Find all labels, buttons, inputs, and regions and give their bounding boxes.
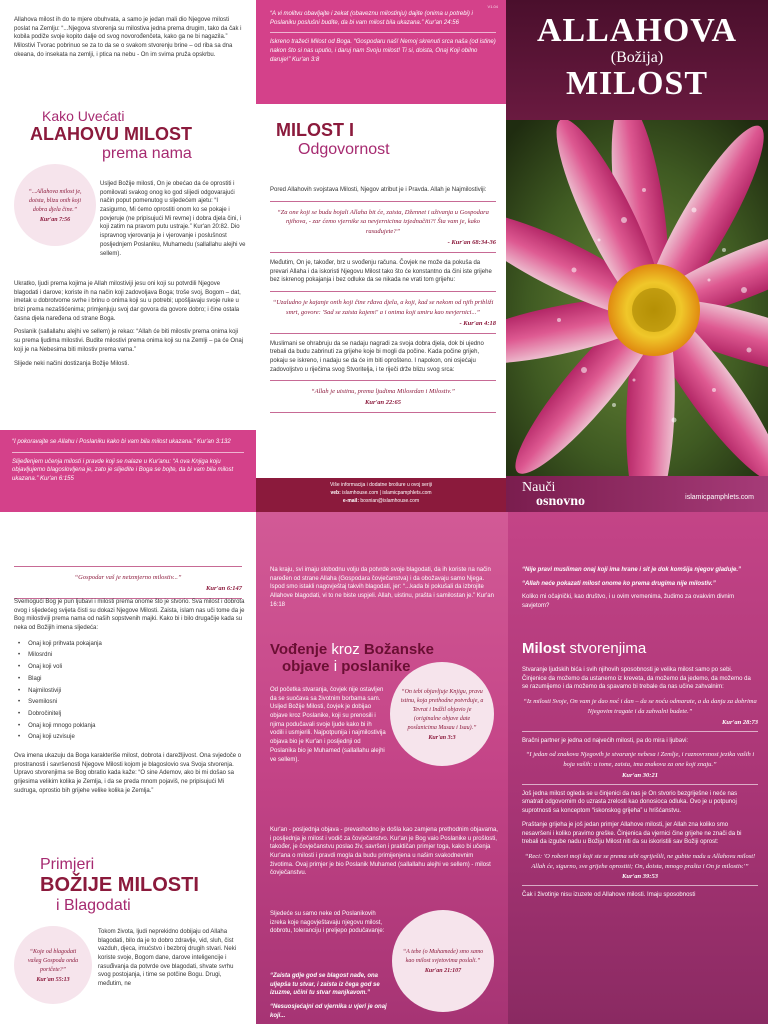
- intro-text: Allahova milost ih do te mjere obuhvata, a samo je jedan mali dio Njegove milosti poslat na Zemlju: “...Njegova stvorenja su milostiva jedna prema drugim, tako da čak i kobila podiže svoje kopito dalje od svog novorođenčeta, kako ga ne bi nagazila.” Milostivi Tvorac pobrinuo se za to da se o svakom stvorenju brine – od riba sa dna okeana, do insekata na zemlji, i ptica na nebu - On im svima pruža opskrbu.: [14, 17, 242, 58]
- highlight-band: [0, 430, 256, 512]
- body-text-3: Kur'an - posljednja objava - prevashodno je došla kao zamjena prethodnim objavama, i posljednja je milost i vodič za čovječanstvo. Kur'an je Bog vaio Poslanike u prošlosti, također, je čovječanstvu poslao živ, savršen i praktičan primjer toga, kako bi učenja Kur'ana o milosti i pravdi mogla da budu primijenjena u našim svakodnevnim životima. Ovaj primjer je bio Poslanik Muhamed (sallallahu alejhi ve sellem) - milost čovječanstvu.: [270, 827, 498, 877]
- body-text-1: Na kraju, svi imaju slobodnu volju da potvrde svoje blagodati, da ih koriste na način naređen od strane Allaha (Gospodara čovječanstva) i da obožavaju samo Njega. Ispod smo istakli nagovještaj takvih blagodati, jer: “...kada bi pokušali da izbrojite Allahove blagodati, vi to ne biste uspjeli. Allah, uistinu, prašta i samilostan je.” Kur'an 16:18: [270, 567, 494, 608]
- quote-rule-bottom: [270, 412, 496, 413]
- verse-quote: “Gospodar vaš je neizmjerno milostiv...”: [74, 574, 182, 581]
- top-band: [256, 0, 506, 104]
- section-title-line3: i Blagodati: [56, 897, 131, 914]
- hadith-bullet-1: “Nije pravi musliman onaj koji ima hrane i sit je dok komšija njegov gladuje.”: [522, 567, 742, 573]
- band-item-1: “A vi molitvu obavljajte i zekat (obaveznu milostinju) dajite (onima u potrebi) i Poslaniku poslušni budite, da bi vam milost bila ukazana.” Kur'an 24:56: [270, 11, 473, 26]
- body-text-1: Svemogući Bog je pun ljubavi i milosti prema onome što je stvorio. Sva milost i dobrota ovog i sljedećeg svijeta čisti su dokazi Njegove Milosti. Zaista, islam nas uči tome da je Bog milostiviji prema nama od naših sopstvenih majki. Kako bi i bilo drugačije kada su neka od Božijih imena sljedeća:: [14, 599, 245, 632]
- footer-email-link[interactable]: bosnian@islamhouse.com: [360, 498, 420, 504]
- section-title-line3: prema nama: [102, 145, 192, 162]
- quote-divider: [522, 731, 758, 732]
- quote-2-ref: Kur'an 30:21: [622, 771, 658, 779]
- body-text-1: Usljed Božije milosti, On je obećao da će oprostiti i pomilovati svakog onog ko god slijedi odgovarajući način poput pomenutog u sljedećem ajetu: “I zasigurno, Mi ćemo oprostiti onom ko se pokaje i povjeruje (ne pripisujući Mi revme) i dobra djela čini, i koji zatim na pravom putu ustraje.” Kur'an 20:82. Dio ispravnog vjerovanja je i vjerovanje i poslušnost posljednjem Poslaniku, Muhamedu (sallallahu alejhi ve sellem).: [100, 181, 246, 257]
- hadith-bullet-2: “Nesuosjećajni od vjernika u vjeri je onaj koji...: [270, 1004, 387, 1019]
- cover-title-line2: (Božija): [610, 49, 664, 66]
- quote-divider: [522, 885, 758, 886]
- quote-3: “Allah je uistinu, prema ljudima Milosrdan i Milostiv.”: [310, 388, 456, 396]
- title-word-6: poslanike: [341, 657, 411, 675]
- quote-1: “Za one koji se budu bojali Allaha bit će, zaista, Džennet i uživanja u Gospodara njihova, - zar ćemo vjernike sa nevjernicima izjednačiti?! Šta vam je, kako rasuđujete?”: [277, 208, 489, 236]
- section-title-line2: Odgovornost: [298, 141, 390, 158]
- list-item: • Blagi: [18, 674, 246, 686]
- quote-circle: [14, 926, 92, 1004]
- body-text-4: Još jedna milost ogleda se u činjenici da nas je On stvorio bezgriješne i neće nas smatrati odgovornim do uzrasta zrelosti kao donosioca odluka. Ovo je u potpunoj suprotnosti sa konceptom “iskonskog grijeha” u hrišćanstvu.: [522, 790, 738, 815]
- band-item-1: “I pokoravajte se Allahu i Poslaniku kako bi vam bila milost ukazana.” Kur'an 3:132: [12, 439, 231, 445]
- cover-footer-line1: Nauči: [522, 480, 556, 495]
- list-item: • Milosrdni: [18, 650, 246, 662]
- quote-rule-top: [270, 380, 496, 381]
- quote-rule-bottom: [270, 333, 496, 334]
- title-word-5: i: [333, 657, 338, 675]
- quote-circle-2: [392, 910, 494, 1012]
- version-label: V1.04: [487, 4, 498, 9]
- body-text-2: Ova imena ukazuju da Boga karakteriše milost, dobrota i darežljivost. Ona svjedoče o prostranosti i savršenosti Njegove Milosti kojom je blagoslovio sva Svoja stvorenja. Upravo stvorenjima se Bog obratio kada kaže: “O sine Ademov, ako bi mi došao sa grijesima velikim kolika je Zemlja, i da se preda mnom pojaviš, ne pripisujući Mi sudruga, oprostio bih grijehe velike kolika je Zemlja.”: [14, 752, 242, 794]
- names-list: [18, 639, 246, 744]
- quote-1-ref: - Kur'an 68:34-36: [447, 238, 496, 246]
- body-text-2: Međutim, On je, također, brz u svođenju računa. Čovjek ne može da pokuša da prevari Allaha i da iskoristi Njegovu Milost tako što će konstantno da čini iste grijehe bez iskrenog pokajanja i bez odluke da se nikada ne vrati tom grijehu:: [270, 259, 492, 284]
- cover-footer-line2: osnovno: [536, 494, 586, 509]
- section-title-line1: Primjeri: [40, 856, 95, 873]
- list-item: • Onaj koji mnogo poklanja: [18, 721, 246, 733]
- circle-quote-text: “Koje od blagodati vašeg Gospoda onda poričete?”: [27, 948, 79, 973]
- quote-rule-top: [14, 566, 242, 567]
- section-title-line2: ALAHOVU MILOST: [30, 124, 192, 144]
- body-text-4: Sljedeće su samo neke od Poslanikovih izreka koje nagovještavaju njegovu milost, dobrotu, toleranciju i preljepo podučavanje:: [270, 911, 385, 935]
- panel-creation: [508, 512, 768, 1024]
- list-item: • Dobročinitelj: [18, 709, 246, 721]
- flower-image: [506, 120, 768, 476]
- cover-title-line1: ALLAHOVA: [536, 12, 738, 49]
- body-text-4: Slijede neki načini dostizanja Božije Milosti.: [14, 360, 130, 367]
- circle-1-ref: Kur'an 3:3: [428, 734, 456, 741]
- body-text-1: Koliko mi očajnički, kao društvo, i u ovim vremenima, žudimo za ovakvim divnim savjetom?: [522, 594, 735, 610]
- band-item-2: Iskreno tražeći Milost od Boga. “Gospodaru naš! Nemoj skrenuti srca naša (od istine) nakon što si nas uputio, i daruj nam Svoju milost! Ti si, doista, Onaj Koji obilno daruje!” Kur'an 3:8: [270, 39, 496, 63]
- body-text-3: Muslimani se ohrabruju da se nadaju nagradi za svoja dobra djela, dok bi ujedno trebali da budu zabrinuti za grijehe koje bi mogli da počine. Kada počine grijeh, pokaju se iskreno, i nadaju se da će im biti oprošteno. I napokon, oni osjećaju zadovoljstvo u riječima svog Stvoritelja, i te riječi drže blizu svog srca:: [270, 340, 484, 373]
- quote-2-ref: - Kur'an 4:18: [459, 319, 496, 327]
- info-footer: [256, 478, 506, 512]
- quote-1: “Iz milosti Svoje, On vam je dao noć i dan – da se noću odmarate, a da danju za dobrima Njegovim tragate i da zahvalni budete.”: [523, 698, 757, 715]
- body-text-1: Pored Allahovih svojstava Milosti, Njegov atribut je i Pravda. Allah je Najmilostiviji:: [270, 187, 487, 193]
- verse-ref: Kur'an 6:147: [206, 584, 242, 592]
- list-item: • Onaj koji prihvata pokajanja: [18, 639, 246, 651]
- section-title-a: Milost: [522, 640, 566, 657]
- quote-circle: [14, 164, 96, 246]
- footer-web-label: veb:: [330, 490, 341, 496]
- body-text-2: Ukratko, ljudi prema kojima je Allah milostiviji jesu oni koji su potvrdili Njegove blagodati i darove; koriste ih na način koji zadovoljava Boga; troše svoj, Bogom – dat, imetak u dobrotvorne svrhe i brinu o onima koji su u potrebi; upošljavaju svoje ruke u brizi prema nezaštićenima; primjenjuju svoj dar govora da govore dobro; i čine ostala časna djela naređena od strane Boga.: [14, 281, 241, 322]
- body-text-2: Od početka stvaranja, čovjek nije ostavljen da se suočava sa životnim borbama sam. Usljed Božije Milosti, čovjek je dobijao objave kroz Poslanike, koji su prenosili i njima podučavali svoje ljude kako bi ih vodili i usmjerili. Najpotpunija i najmilostivija objava bio je Kur'an i posljednji od Poslanika bio je Muhamed (sallallahu alejhi ve sellem).: [270, 687, 386, 763]
- cover-footer: [506, 476, 768, 512]
- body-text-3: Bračni partner je jedna od najvećih milosti, pa do mira i ljubavi:: [522, 737, 689, 744]
- hadith-bullet-2: “Allah neće pokazati milost onome ko prema drugima nije milostiv.”: [522, 580, 716, 587]
- panel-cover: [506, 0, 768, 512]
- circle-quote-ref: Kur'an 55:13: [36, 976, 70, 983]
- list-item: • Onaj koji voli: [18, 662, 246, 674]
- list-item: • Onaj koji uzvisuje: [18, 732, 246, 744]
- band-divider: [270, 32, 496, 33]
- quote-rule-bottom: [270, 252, 496, 253]
- panel-intro-mercy: [0, 0, 256, 512]
- title-word-1: Vođenje: [270, 641, 328, 658]
- cover-title: [506, 0, 768, 120]
- list-item: • Najmilostiviji: [18, 686, 246, 698]
- circle-2-text: “A tebe (o Muhamede) smo samo kao milost svjetovima poslali.”: [402, 949, 484, 964]
- panel-responsibility: [256, 0, 506, 512]
- circle-2-ref: Kur'an 21:107: [424, 968, 462, 974]
- circle-quote-ref: Kur'an 7:56: [39, 216, 71, 223]
- footer-info-line: Više informacija i dodatne brošure u ovoj seriji: [330, 482, 432, 488]
- quote-2: “Uzaludno je kajanje onih koji čine rđava djela, a koji, kad se nekom od njih približi smrt, govore: 'Sad se zaista kajem!' a i onima koji umiru kao nevjernici...”: [272, 299, 494, 316]
- section-title-line2: BOŽIJE MILOSTI: [40, 874, 199, 896]
- section-title-line1: Kako Uvećati: [42, 108, 125, 124]
- circle-1-text: “On tebi objavljuje Knjigu, pravu istinu, koja prethodne potvrđuje, a Tevrat i Indžil objavio je (originalne objave date poslanicima Musau i Isau).”: [400, 688, 484, 731]
- quote-2: “I jedan od znakova Njegovih je stvaranje nebesa i Zemlje, i raznovrsnost jezika vaših i boja vaših: u tome, zaista, ima znakova za one koji znaju.”: [525, 751, 755, 768]
- body-text-3: Poslanik (sallallahu alejhi ve sellem) je rekao: “Allah će biti milostiv prema onima koji su prema ljudima milostivi. Budite milostivi prema onima koji su na Zemlji – pa će Onaj koji je na Nebesima biti milostiv prema vama.”: [14, 329, 244, 353]
- quote-1-ref: Kur'an 28:73: [722, 718, 758, 726]
- title-word-2: kroz: [331, 641, 360, 658]
- section-title-line1: MILOST I: [276, 120, 354, 140]
- panel-names-of-god: [0, 512, 256, 1024]
- body-text-5: Praštanje grijeha je još jedan primjer Allahove milosti, jer Allah zna koliko smo nesavršeni i koliko pravimo greške. Činjenica da vjernici čine grijehe ne znači da bi trebali da izgube nadu u Božiju Milost niti da su iskoristili sav Božiji oprost:: [522, 821, 742, 846]
- panel-guidance: [256, 512, 508, 1024]
- quote-divider: [522, 784, 758, 785]
- list-item: • Svemilosni: [18, 697, 246, 709]
- title-word-3: Božanske: [363, 641, 434, 658]
- band-divider: [12, 452, 244, 453]
- body-text-6: Čak i životinje nisu izuzete od Allahove milosti. Imaju sposobnosti: [522, 892, 696, 899]
- quote-3-ref: Kur'an 39:53: [622, 873, 658, 881]
- circle-quote-text: “...Allahova milost je, doista, blizu onih koji dobra djela čine.”: [28, 188, 82, 213]
- body-text-2: Stvaranje ljudskih bića i svih njihovih sposobnosti je velika milost samo po sebi. Činjenice da možemo da ustanemo iz kreveta, da možemo da jedemo, da možemo da se razumijemo i da možemo da spavamo bi trebale da nas učine zahvalnim:: [522, 667, 751, 691]
- body-text-3: Tokom života, ljudi neprekidno dobijaju od Allaha blagodati, bilo da je to dobro zdravlje, vid, sluh, čist vazduh, djeca, imućstvo i bezbroj drugih stvari. Neki koriste svoje, Bogom dane, darove inteligencije i rasuđivanja da potvrde ove blagodati, shvate svrhu svog postojanja, i time se potčine Bogu. Drugi, međutim, ne: [98, 929, 237, 988]
- quote-rule-top: [270, 201, 496, 202]
- quote-3-ref: Kur'an 22:65: [365, 399, 401, 406]
- footer-email-label: e-mail:: [342, 498, 359, 504]
- footer-web-link[interactable]: islamhouse.com | islamicpamphlets.com: [342, 490, 432, 496]
- quote-rule-top: [270, 291, 496, 292]
- band-item-2: Slijeđenjem učenja milosti i pravde koji se nalaze u Kur'anu: “A ova Knjiga koju objavljujemo blagoslovljena je, zato je slijedite i Boga se bojte, da bi vam bila milost ukazana.” Kur'an 6:155: [12, 458, 234, 483]
- cover-footer-site[interactable]: islamicpamphlets.com: [685, 494, 754, 501]
- quote-circle-1: [390, 662, 494, 766]
- cover-title-line3: MILOST: [565, 65, 709, 103]
- section-title-b: stvorenjima: [569, 640, 647, 657]
- quote-3: “Reci: 'O robovi moji koji ste se prema sebi ogriješili, ne gubite nadu u Allahovu milost! Allah će, sigurno, sve grijehe oprostiti; On, doista, mnogo prašta i On je milostiv.'”: [524, 852, 756, 870]
- title-word-4: objave: [282, 657, 330, 675]
- hadith-bullet-1: “Zaista gdje god se blagost nađe, ona uljepša tu stvar, i zaista iz čega god se izuzme, učini tu stvar manjkavom.”: [270, 973, 380, 997]
